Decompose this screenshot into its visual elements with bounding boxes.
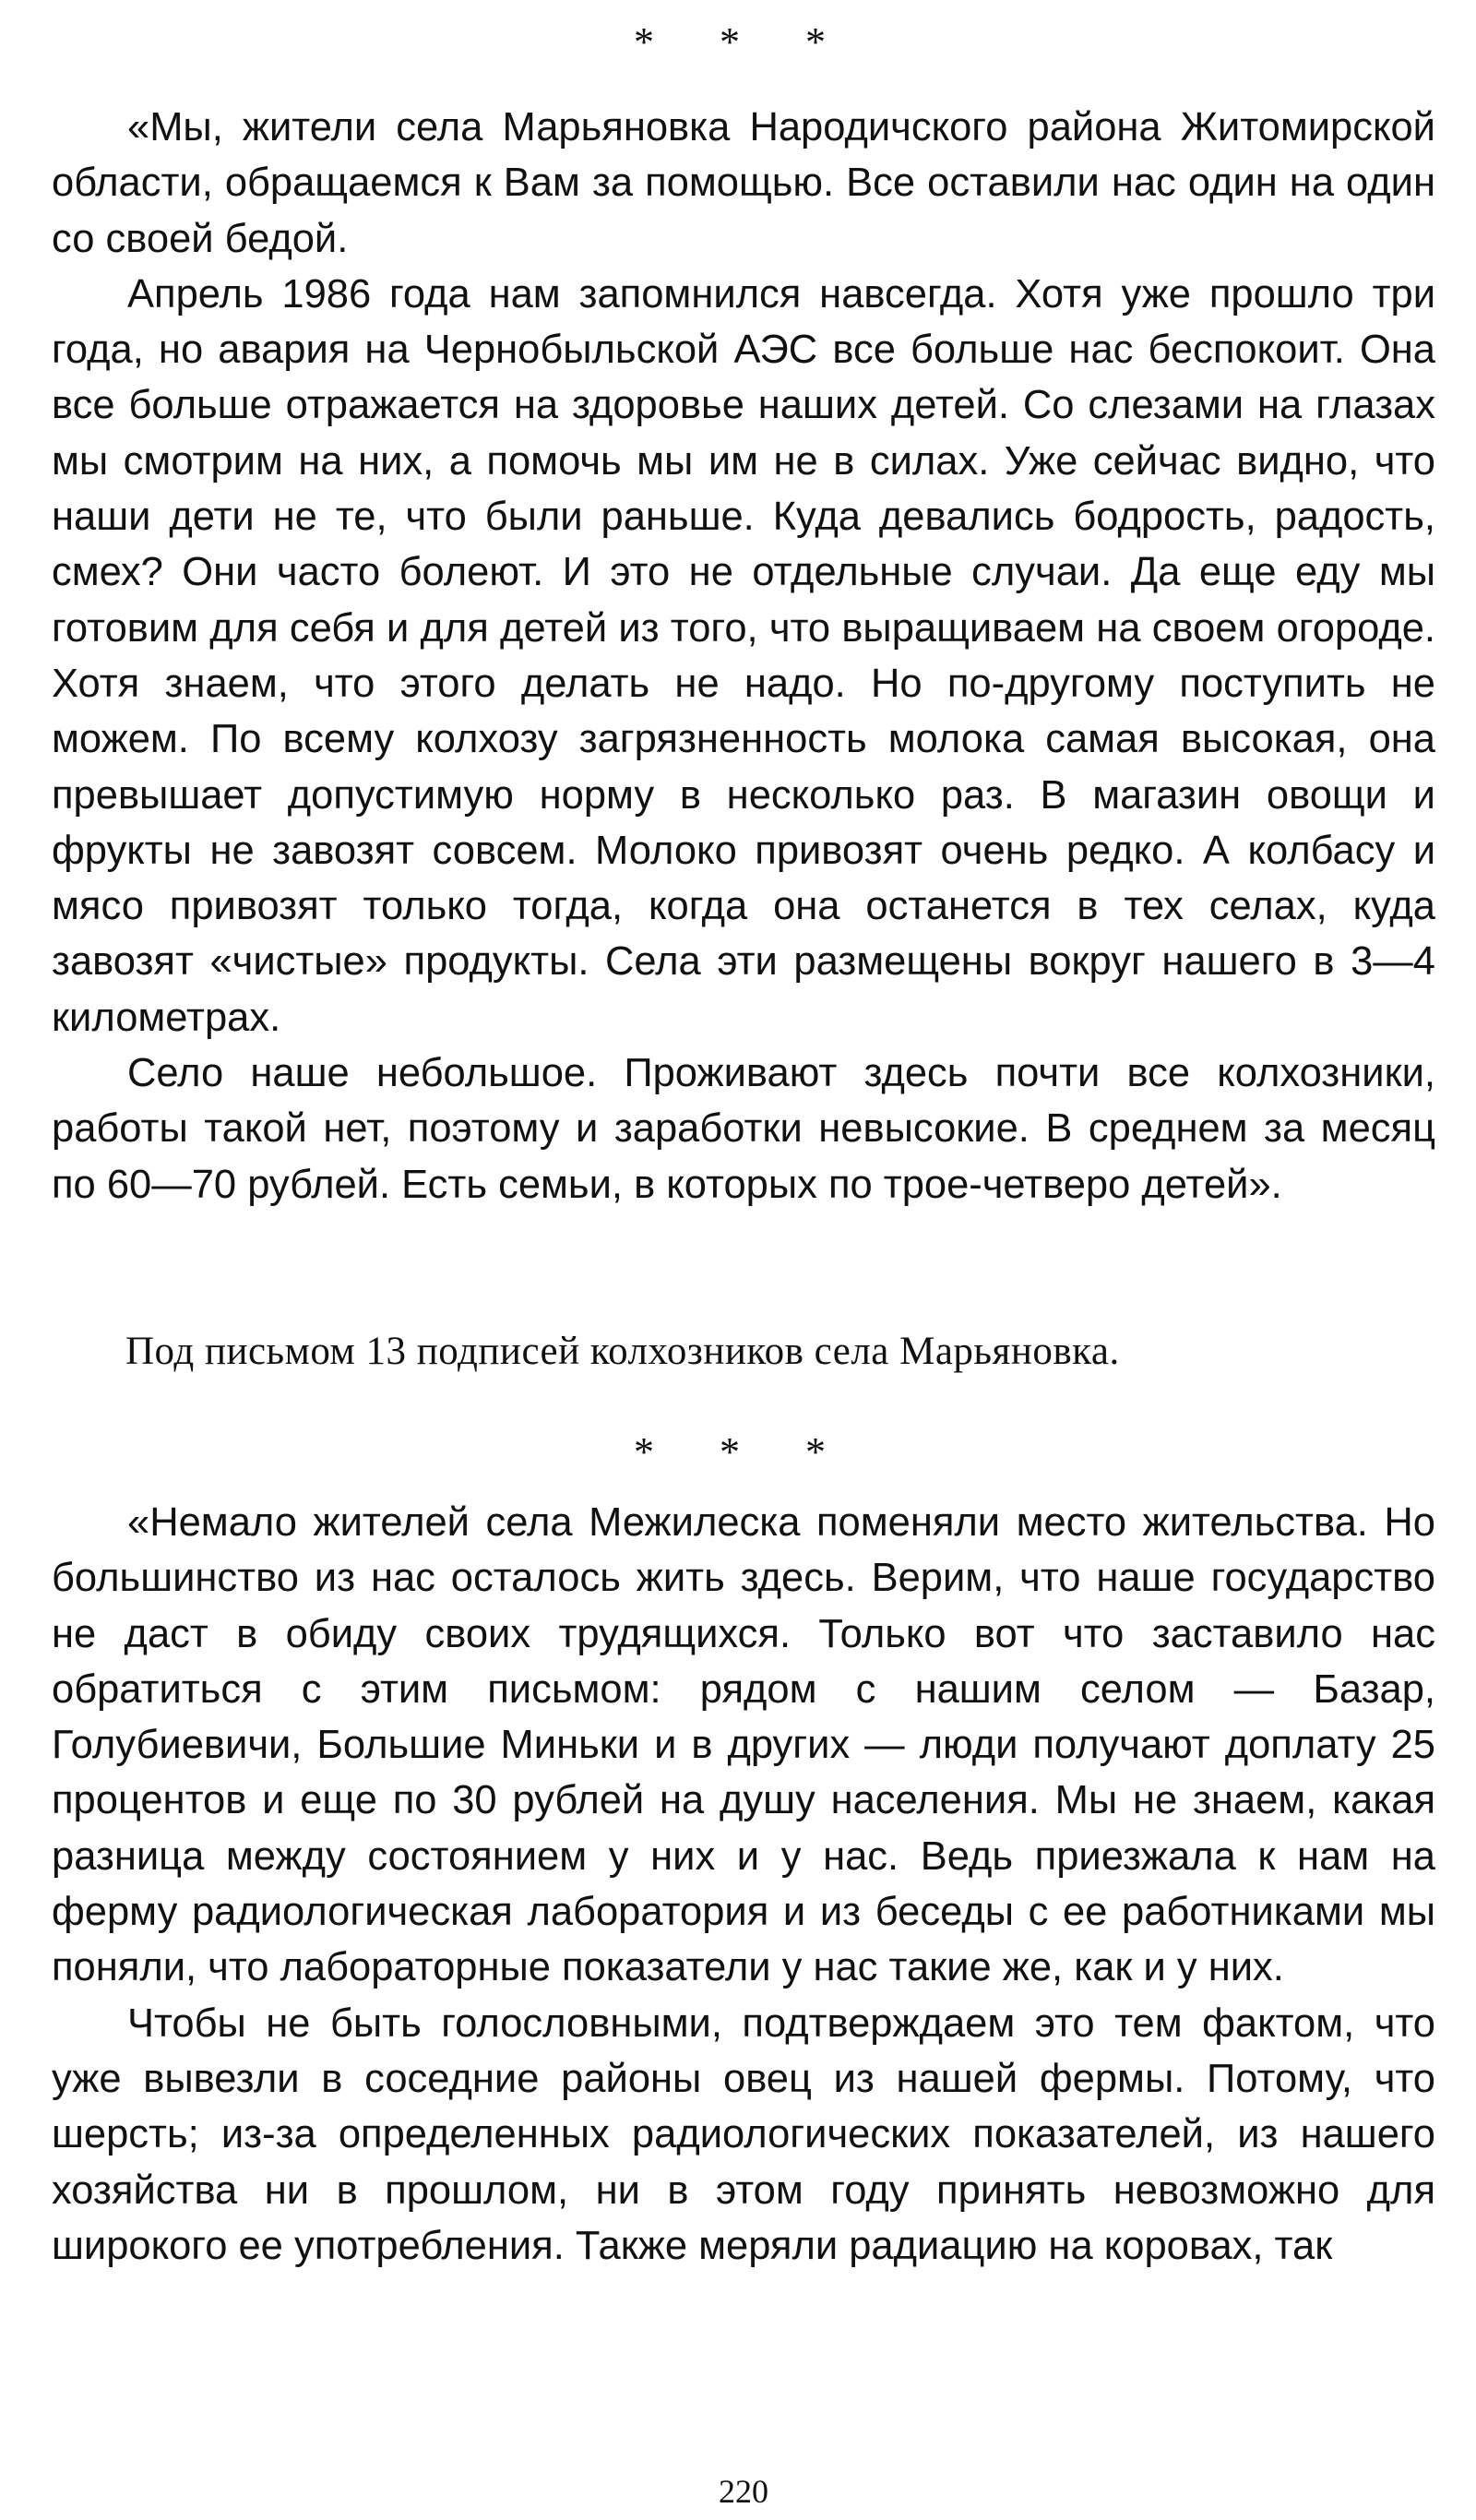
letter-1-paragraph-1: «Мы, жители села Марьяновка Народичского района Житомирской области, обращаемся к Вам за помощью. Все оставили нас один на один со своей бедой. — [52, 105, 1435, 261]
letter-1-paragraph-3: Село наше небольшое. Проживают здесь почти все колхозники, работы такой нет, поэтому и заработки невысокие. В среднем за месяц по 60—70 рублей. Есть семьи, в которых по трое-четверо детей». — [52, 1051, 1435, 1207]
section-separator-top: * * * — [634, 19, 853, 65]
section-separator-middle: * * * — [634, 1429, 853, 1475]
letter-2 — [52, 1495, 1435, 2274]
letter-1-signature-note: Под письмом 13 подписей колхозников села Марьяновка. — [125, 1330, 1120, 1373]
page-number: 220 — [719, 2473, 768, 2510]
book-page — [52, 0, 1435, 2520]
letter-1-paragraph-2: Апрель 1986 года нам запомнился навсегда. Хотя уже прошло три года, но авария на Чернобыльской АЭС все больше нас беспокоит. Она все больше отражается на здоровье наших детей. Со слезами на глазах мы смотрим на них, а помочь мы им не в силах. Уже сейчас видно, что наши дети не те, что были раньше. Куда девались бодрость, радость, смех? Они часто болеют. И это не отдельные случаи. Да еще еду мы готовим для себя и для детей из того, что выращиваем на своем огороде. Хотя знаем, что этого делать не надо. Но по-другому поступить не можем. По всему колхозу загрязненность молока самая высокая, она превышает допустимую норму в несколько раз. В магазин овощи и фрукты не завозят совсем. Молоко привозят очень редко. А колбасу и мясо привозят только тогда, когда она останется в тех селах, куда завозят «чистые» продукты. Села эти размещены вокруг нашего в 3—4 километрах. — [52, 271, 1435, 1040]
letter-2-paragraph-1: «Немало жителей села Межилеска поменяли место жительства. Но большинство из нас осталось жить здесь. Верим, что наше государство не даст в обиду своих трудящихся. Только вот что заставило нас обратиться с этим письмом: рядом с нашим селом — Базар, Голубиевичи, Большие Миньки и в других — люди получают доплату 25 процентов и еще по 30 рублей на душу населения. Мы не знаем, какая разница между состоянием у них и у нас. Ведь приезжала к нам на ферму радиологическая лаборатория и из беседы с ее работниками мы поняли, что лабораторные показатели у нас такие же, как и у них. — [52, 1500, 1435, 1990]
letter-2-paragraph-2: Чтобы не быть голословными, подтверждаем это тем фактом, что уже вывезли в соседние районы овец из нашей фермы. Потому, что шерсть; из-за определенных радиологических показателей, из нашего хозяйства ни в прошлом, ни в этом году принять невозможно для широкого ее употребления. Также меряли радиацию на коровах, так — [52, 2000, 1435, 2268]
letter-1 — [52, 100, 1435, 1212]
